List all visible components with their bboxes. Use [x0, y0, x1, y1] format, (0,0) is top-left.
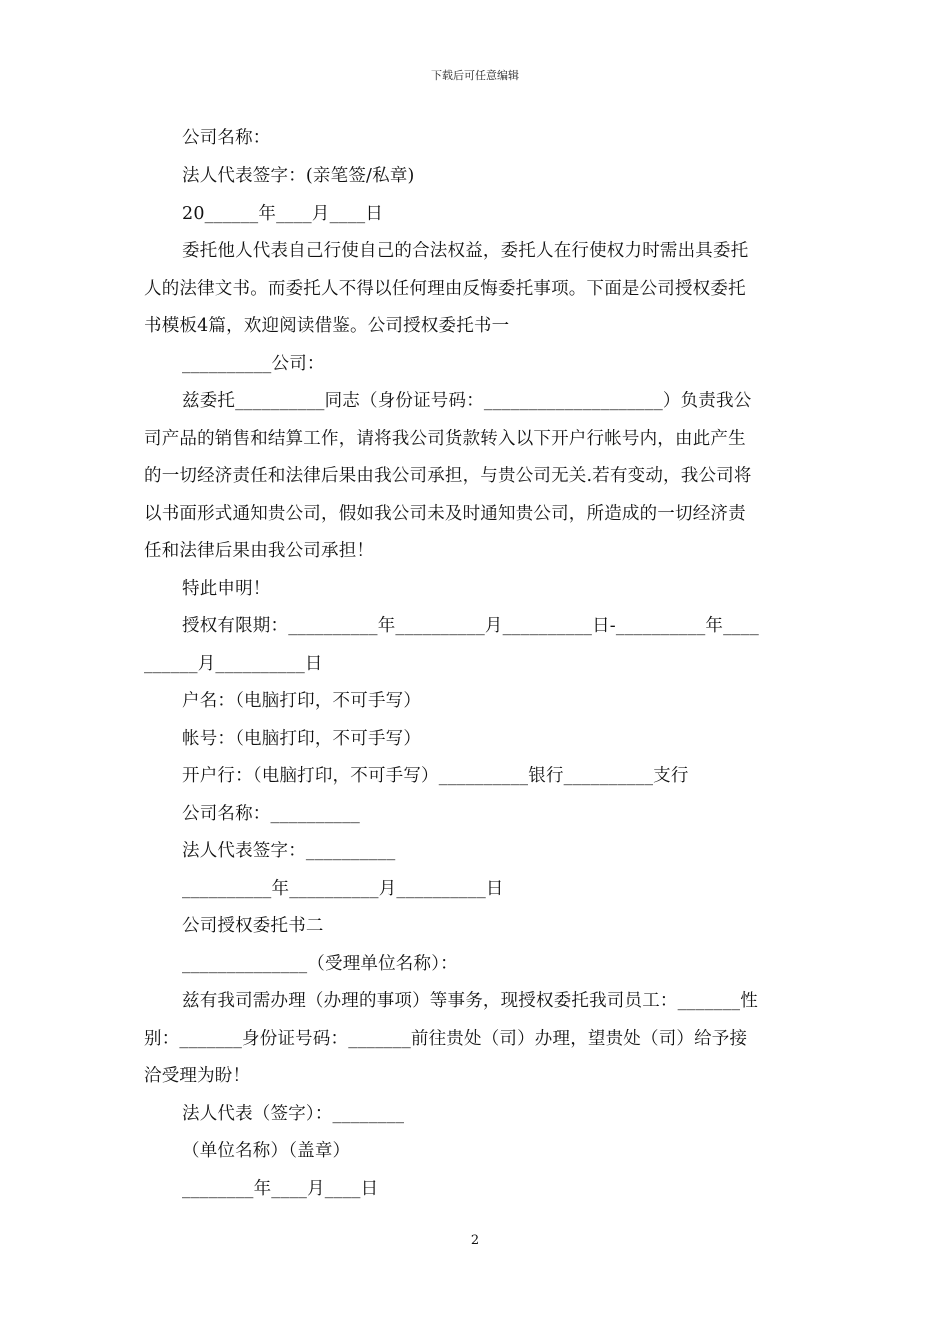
intro-paragraph-line-1: 委托他人代表自己行使自己的合法权益，委托人在行使权力时需出具委托 [182, 241, 749, 261]
page-number: 2 [470, 1233, 480, 1248]
body2-paragraph-line-1: 兹有我司需办理（办理的事项）等事务，现授权委托我司员工：_______性 [182, 991, 758, 1011]
receiving-unit-line: ______________（受理单位名称）： [182, 954, 458, 974]
intro-paragraph-line-3: 书模板4篇，欢迎阅读借鉴。公司授权委托书一 [144, 316, 510, 336]
final-date-line: ________年____月____日 [182, 1179, 379, 1199]
unit-seal-line: （单位名称）（盖章） [182, 1141, 351, 1161]
company-name-line: 公司名称： [182, 128, 271, 148]
body-paragraph-line-2: 司产品的销售和结算工作，请将我公司货款转入以下开户行帐号内，由此产生 [144, 429, 746, 449]
body-paragraph-line-3: 的一切经济责任和法律后果由我公司承担，与贵公司无关.若有变动，我公司将 [144, 466, 752, 486]
body-paragraph-line-1: 兹委托__________同志（身份证号码：____________________）负责我公 [182, 391, 752, 411]
signing-date-line: __________年__________月__________日 [182, 879, 504, 899]
body2-paragraph-line-3: 洽受理为盼！ [144, 1066, 251, 1086]
validity-period-line-1: 授权有限期：__________年__________月__________日-__________年____ [182, 616, 759, 636]
declaration-line: 特此申明！ [182, 579, 271, 599]
section-title-2: 公司授权委托书二 [182, 916, 324, 936]
legal-rep-signature-line: 法人代表签字：(亲笔签/私章) [182, 166, 415, 186]
validity-period-line-2: ______月__________日 [144, 654, 323, 674]
date-line: 20______年____月____日 [182, 204, 384, 224]
bank-line: 开户行：（电脑打印，不可手写）__________银行__________支行 [182, 766, 689, 786]
body-paragraph-line-5: 任和法律后果由我公司承担！ [144, 541, 375, 561]
account-number-line: 帐号：（电脑打印，不可手写） [182, 729, 422, 749]
legal-rep-field-line: 法人代表签字：__________ [182, 841, 396, 861]
legal-rep-sign-line: 法人代表（签字）：________ [182, 1104, 405, 1124]
page-header: 下载后可任意编辑 [431, 69, 519, 82]
account-name-line: 户名：（电脑打印，不可手写） [182, 691, 422, 711]
body-paragraph-line-4: 以书面形式通知贵公司，假如我公司未及时通知贵公司，所造成的一切经济责 [144, 504, 746, 524]
company-name-field-line: 公司名称：__________ [182, 804, 360, 824]
body2-paragraph-line-2: 别：_______身份证号码：_______前往贵处（司）办理，望贵处（司）给予接 [144, 1029, 748, 1049]
addressee-line: __________公司： [182, 354, 325, 374]
intro-paragraph-line-2: 人的法律文书。而委托人不得以任何理由反悔委托事项。下面是公司授权委托 [144, 279, 746, 299]
